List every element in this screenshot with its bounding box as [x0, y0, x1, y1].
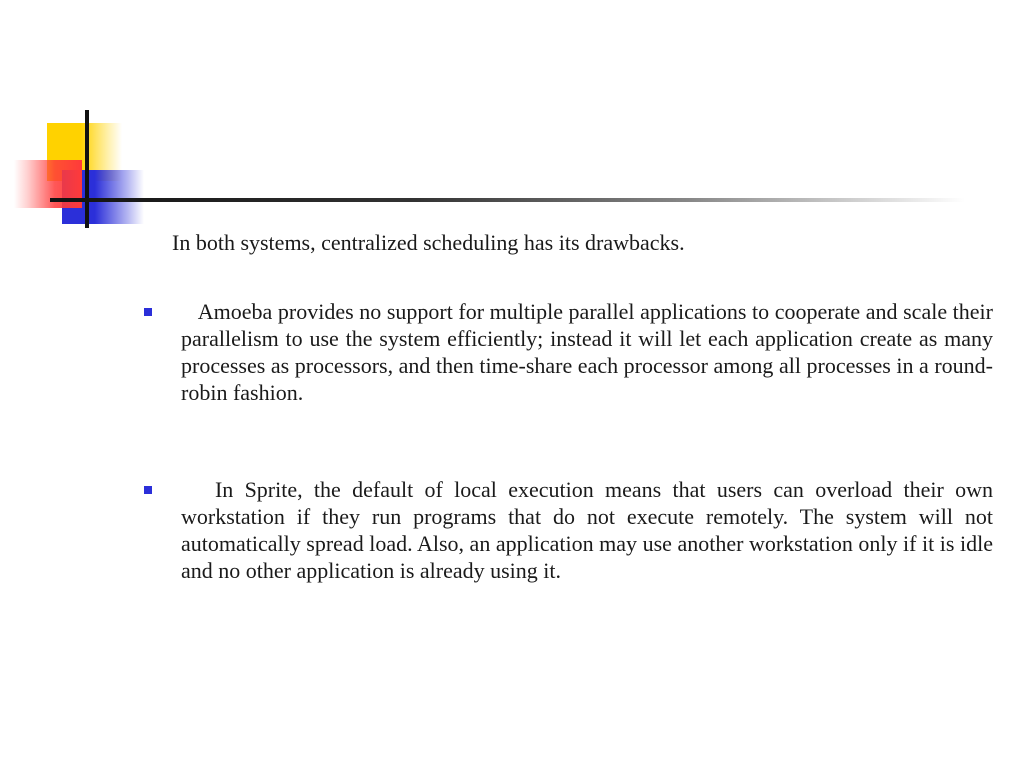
bullet-text: Amoeba provides no support for multiple parallel applications to cooperate and scale their parallelism to use the system efficiently; instead it will let each application create as many processes as processors, and then time-share each processor among all processes in a round-robin fashion.: [181, 299, 999, 405]
logo-vertical-line: [85, 110, 89, 228]
intro-text: In both systems, centralized scheduling has its drawbacks.: [172, 230, 685, 255]
bullet-item-amoeba: [144, 298, 999, 406]
title-divider-line: [50, 198, 965, 202]
square-bullet-icon: [144, 486, 152, 494]
bullet-text: In Sprite, the default of local execution means that users can overload their own workstation if they run programs that do not execute remotely. The system will not automatically spread load. Also, an application may use another workstation only if it is idle and no other application is already using it.: [181, 477, 999, 583]
square-bullet-icon: [144, 308, 152, 316]
bullet-item-sprite: [144, 476, 999, 584]
